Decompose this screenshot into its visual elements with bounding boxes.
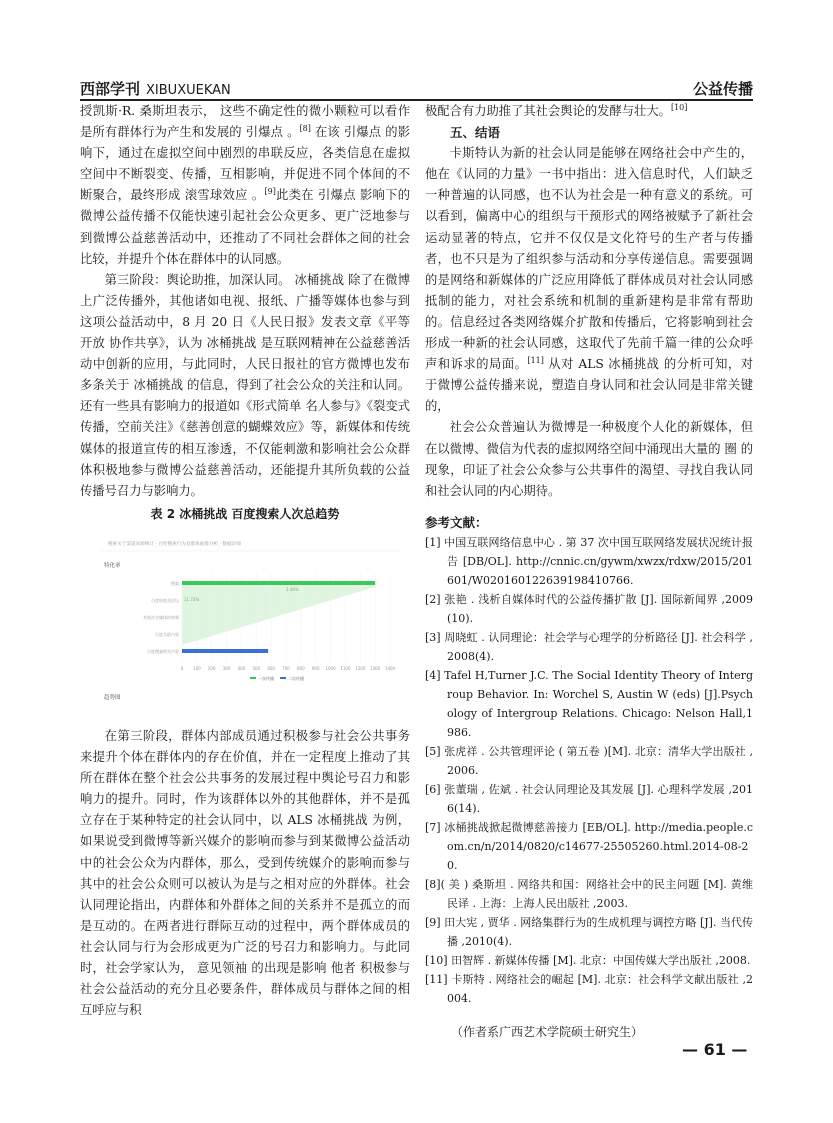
chart-x-tick: 600 xyxy=(267,665,275,671)
citation: [11] xyxy=(527,356,544,366)
chart-annotation: 11.73% xyxy=(184,596,200,602)
chart-category-label: 搜索 xyxy=(171,580,179,586)
paragraph: 第三阶段：舆论助推，加深认同。 冰桶挑战 除了在微博上广泛传播外，其他诸如电视、报纸、广播等媒体也参与到这项公益活动中，8 月 20 日《人民日报》发表文章《平等开放 协作共享》，认为 冰桶挑战 是互联网精神在公益慈善活动中创新的应用，与此同时，人民日报社的官方微博也发布多条关于 冰桶挑战 的信息，得到了社会公众的关注和认同。还有一些具有影响力的报道如《形式简单 名人参与》《裂变式传播，空前关注》《慈善创意的蝴蝶效应》等，新媒体和传统媒体的报道宣传的相互渗透，不仅能刺激和影响社会公众群体积极地参与微博公益慈善活动，还能提升其所负载的公益传播号召力与影响力。 xyxy=(80,272,410,498)
paragraph: 卡斯特认为新的社会认同是能够在网络社会中产生的，他在《认同的力量》一书中指出：进入信息时代，人们缺乏一种普遍的认同感，也不认为社会是一种有意义的系统。可以看到，偏离中心的组织与干预形式的网络被赋予了新社会运动显著的特点，它并不仅仅是文化符号的生产者与传播者，也不只是为了组织参与活动和分享传递信息。需要强调的是网络和新媒体的广泛应用降低了群体成员对社会认同感抵制的能力，对社会系统和机制的重新建构是非常有帮助的。信息经过各类网络媒介扩散和传播后，它将影响到社会形成一种新的社会认同感，这取代了先前千篇一律的公众呼声和诉求的局面。[11] 从对 ALS 冰桶挑战 的分析可知，对于微博公益传播来说，塑造自身认同和社会认同是非常关键的， xyxy=(425,146,753,414)
chart-trend-area xyxy=(182,581,375,645)
chart-x-tick: 1000 xyxy=(325,665,336,671)
chart-x-tick: 1400 xyxy=(384,665,396,671)
chart-x-tick: 200 xyxy=(207,665,216,671)
reference-item: [5] 张虎祥 . 公共管理评论 ( 第五卷 )[M]. 北京：清华大学出版社 ,2006. xyxy=(425,744,753,777)
chart-x-tick: 1100 xyxy=(340,665,351,671)
paragraph: 社会公众普遍认为微博是一种极度个人化的新媒体，但在以微博、微信为代表的虚拟网络空间中涌现出大量的 圈 的现象，印证了社会公众参与公共事件的渴望、寻找自我认同和社会认同的内心期待。 xyxy=(425,420,753,498)
section-name: 公益传播 xyxy=(692,80,753,98)
reference-item: [9] 田大宪 , 贾华 . 网络集群行为的生成机理与调控方略 [J]. 当代传播 ,2010(4). xyxy=(425,915,753,948)
chart-category-label: 百度搜索相关内容 xyxy=(147,648,179,654)
chart-x-tick: 400 xyxy=(237,665,246,671)
chart-x-tick: 300 xyxy=(222,665,231,671)
citation: [10] xyxy=(670,102,688,112)
citation: [8] xyxy=(299,124,311,133)
chart-x-tick: 500 xyxy=(252,665,261,671)
chart-x-tick: 700 xyxy=(282,665,290,671)
chart-x-tick: 0 xyxy=(180,665,184,671)
journal-name: 西部学刊 XIBUXUEKAN xyxy=(80,80,231,98)
chart-x-tick: 100 xyxy=(193,665,201,671)
reference-item: [2] 张艳 . 浅析自媒体时代的公益传播扩散 [J]. 国际新闻界 ,2009(10). xyxy=(425,592,753,625)
chart-legend-swatch xyxy=(280,677,286,679)
page-number: — 61 — xyxy=(682,1040,748,1059)
paragraph: 在第三阶段，群体内部成员通过积极参与社会公共事务来提升个体在群体内的存在价值，并在一定程度上推动了其所在群体在整个社会公共事务的发展过程中舆论号召力和影响力的提升。同时，作为该群体以外的其他群体，并不是孤立存在于某种特定的社会认同中，以 ALS 冰桶挑战 为例，如果说受到微博等新兴媒介的影响而参与到某微博公益活动中的社会公众为内群体，那么，受到传统媒介的影响而参与其中的社会公众则可以被认为是与之相对应的外群体。社会认同理论指出，内群体和外群体之间的关系并不是孤立的而是互动的。在两者进行群际互动的过程中，两个群体成员的社会认同与行为会形成更为广泛的号召力和影响力。与此同时，社会学家认为， 意见领袖 的出现是影响 他者 积极参与社会公益活动的充分且必要条件，群体成员与群体之间的相互呼应与积 xyxy=(80,728,410,1018)
chart-section-label: 特化率 xyxy=(104,562,121,569)
chart-footer-label: 趋势图 xyxy=(104,694,121,701)
table-title: 表 2 冰桶挑战 百度搜索人次总趋势 xyxy=(150,506,340,521)
references-title: 参考文献： xyxy=(425,514,488,530)
chart-legend-swatch xyxy=(250,677,256,679)
search-trend-chart xyxy=(100,533,400,705)
reference-item: [7] 冰桶挑战掀起微博慈善接力 [EB/OL]. http://media.people.com.cn/n/2014/0820/c14677-25505260.html.2014-08-20. xyxy=(425,820,753,872)
page-header xyxy=(80,78,753,100)
chart-category-label: 其他社交媒体的转载 xyxy=(143,614,179,620)
chart-x-tick: 900 xyxy=(311,665,320,671)
paragraph: 极配合有力助推了其社会舆论的发酵与壮大。[10] xyxy=(425,102,688,118)
right-column xyxy=(425,101,753,1043)
chart-x-tick: 1300 xyxy=(370,665,381,671)
reference-item: [11] 卡斯特 . 网络社会的崛起 [M]. 北京：社会科学文献出版社 ,2004. xyxy=(425,972,753,1005)
chart-category-label: 百度贴吧及论坛 xyxy=(151,597,179,603)
left-column xyxy=(80,101,410,1021)
chart-annotation: 2.46% xyxy=(286,586,299,592)
chart-category-label: 百度关联内容 xyxy=(155,631,179,637)
author-note: （作者系广西艺术学院硕士研究生） xyxy=(451,1024,644,1039)
reference-item: [1] 中国互联网络信息中心 . 第 37 次中国互联网络发展状况统计报告 [DB/OL]. http://cnnic.cn/gywm/xwzx/rdxw/2015/201601/W020160122639198410766. xyxy=(425,535,753,587)
reference-item: [4] Tafel H,Turner J.C. The Social Identity Theory of Intergroup Behavior. In: Worchel S, Austin W (eds) [J].Psychology of Intergroup Relations. Chicago: Nelson Hall,1986. xyxy=(425,668,753,739)
chart-bar xyxy=(182,581,375,585)
citation: [9] xyxy=(264,187,276,197)
reference-item: [8]( 美 ) 桑斯坦 . 网络共和国：网络社会中的民主问题 [M]. 黄维民译 . 上海：上海人民出版社 ,2003. xyxy=(425,877,753,910)
paragraph: 授凯斯·R. 桑斯坦表示， 这些不确定性的微小颗粒可以看作是所有群体行为产生和发展的 引爆点 。[8] 在该 引爆点 的影响下，通过在虚拟空间中剧烈的串联反应，各类信息在虚拟空间中不断裂变、传播，互相影响，并促进不同个体间的不断聚合，最终形成 滚雪球效应 。[9]此类在 引爆点 影响下的微博公益传播不仅能快速引起社会公众更多、更广泛地参与到微博公益慈善活动中，还推动了不同社会群体之间的社会比较，并提升个体在群体中的认同感。 xyxy=(80,104,410,266)
chart-legend-label: 一次传播 xyxy=(258,675,274,681)
chart-x-tick: 1200 xyxy=(355,665,366,671)
section-heading: 五、结语 xyxy=(450,125,501,141)
references-list xyxy=(425,533,753,1008)
reference-item: [3] 周晓虹 . 认同理论：社会学与心理学的分析路径 [J]. 社会科学 ,2008(4). xyxy=(425,630,753,663)
journal-name-en: XIBUXUEKAN xyxy=(146,83,231,98)
chart-bar xyxy=(182,649,268,653)
chart-x-tick: 800 xyxy=(297,665,305,671)
chart-header-text: 搜索关于渠道来源统计 · 百度搜索行为及群体画像分析 · 数据详细 xyxy=(108,541,241,547)
reference-item: [6] 张董瑞 , 佐斌 . 社会认同理论及其发展 [J]. 心理科学发展 ,2016(14). xyxy=(425,782,753,815)
reference-item: [10] 田智辉 . 新媒体传播 [M]. 北京：中国传媒大学出版社 ,2008. xyxy=(425,953,751,967)
chart-legend-label: 二次传播 xyxy=(288,675,304,681)
